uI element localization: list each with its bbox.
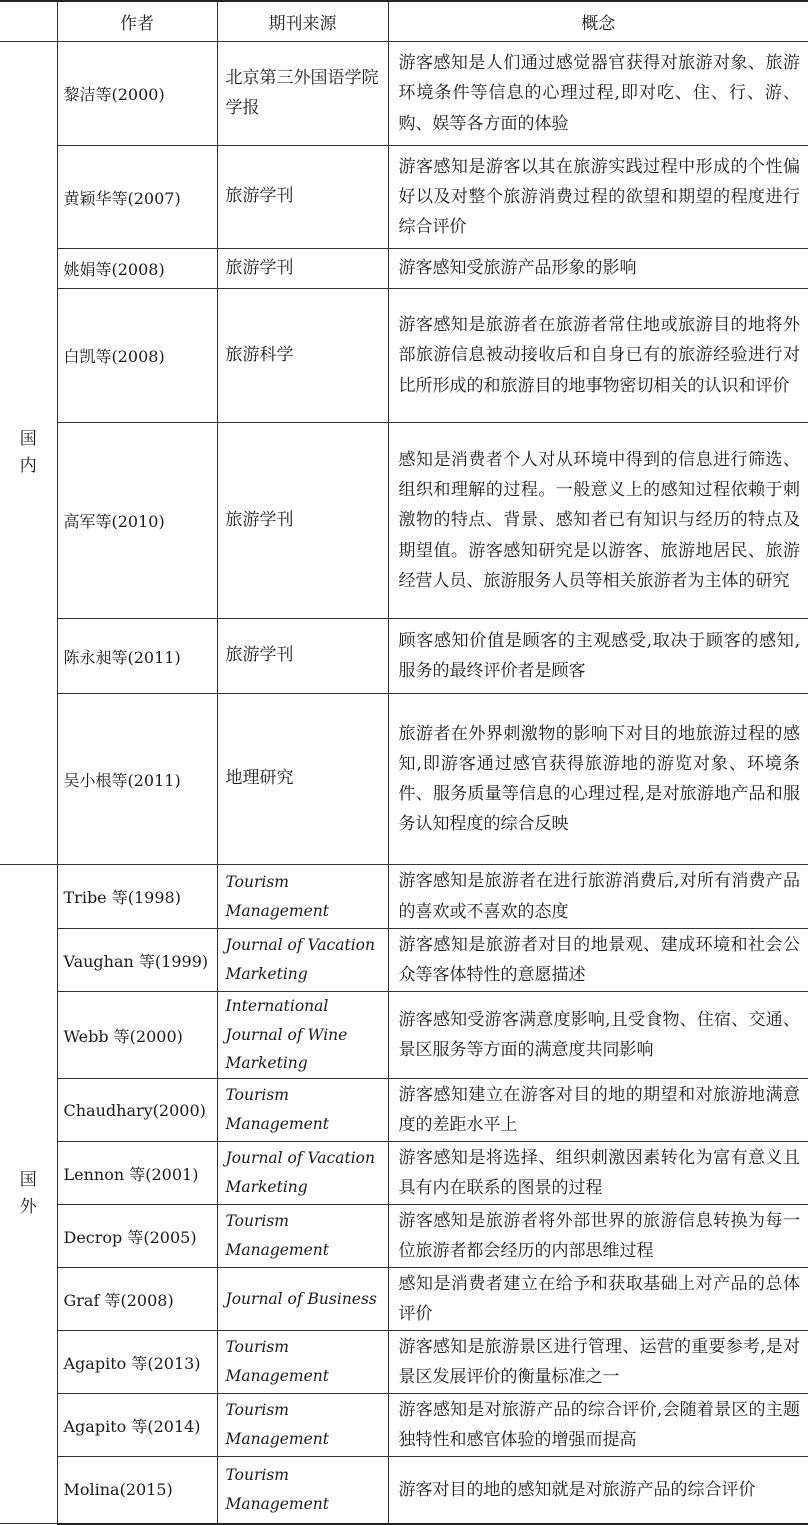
source-cell: Tourism Management <box>217 1331 388 1394</box>
author-cell: 黄颖华等(2007) <box>57 146 217 249</box>
concept-cell: 游客感知是游客以其在旅游实践过程中形成的个性偏好以及对整个旅游消费过程的欲望和期望的程度进行综合评价 <box>388 146 808 249</box>
header-region <box>0 1 57 42</box>
concept-cell: 游客感知是人们通过感觉器官获得对旅游对象、旅游环境条件等信息的心理过程,即对吃、住、行、游、购、娱等各方面的体验 <box>388 42 808 146</box>
author-cell: Tribe 等(1998) <box>57 865 217 929</box>
table-row <box>0 694 808 865</box>
table-header-row <box>0 1 808 42</box>
table-row <box>0 423 808 619</box>
source-cell: Tourism Management <box>217 1394 388 1457</box>
table-row <box>0 992 808 1079</box>
concept-cell: 感知是消费者个人对从环境中得到的信息进行筛选、组织和理解的过程。一般意义上的感知过程依赖于刺激物的特点、背景、感知者已有知识与经历的特点及期望值。游客感知研究是以游客、旅游地居民、旅游经营人员、旅游服务人员等相关旅游者为主体的研究 <box>388 423 808 619</box>
table-row <box>0 1268 808 1331</box>
author-cell: Webb 等(2000) <box>57 992 217 1079</box>
source-cell: Tourism Management <box>217 1457 388 1524</box>
author-cell: Vaughan 等(1999) <box>57 929 217 992</box>
table-row <box>0 619 808 694</box>
region-label-domestic: 国内 <box>19 428 37 476</box>
author-cell: 白凯等(2008) <box>57 289 217 423</box>
source-cell: Journal of Vacation Marketing <box>217 929 388 992</box>
concept-cell: 游客感知是对旅游产品的综合评价,会随着景区的主题独特性和感官体验的增强而提高 <box>388 1394 808 1457</box>
author-cell: 黎洁等(2000) <box>57 42 217 146</box>
author-cell: 陈永昶等(2011) <box>57 619 217 694</box>
concept-cell: 游客感知受游客满意度影响,且受食物、住宿、交通、景区服务等方面的满意度共同影响 <box>388 992 808 1079</box>
table-row <box>0 146 808 249</box>
table-row <box>0 42 808 146</box>
author-cell: Agapito 等(2013) <box>57 1331 217 1394</box>
concept-cell: 游客感知是旅游者对目的地景观、建成环境和社会公众等客体特性的意愿描述 <box>388 929 808 992</box>
table-row <box>0 1394 808 1457</box>
source-cell: Tourism Management <box>217 865 388 929</box>
source-cell: 地理研究 <box>217 694 388 865</box>
source-cell: International Journal of Wine Marketing <box>217 992 388 1079</box>
author-cell: Graf 等(2008) <box>57 1268 217 1331</box>
table-row <box>0 1457 808 1524</box>
author-cell: Molina(2015) <box>57 1457 217 1524</box>
table-row <box>0 1079 808 1142</box>
author-cell: 姚娟等(2008) <box>57 249 217 289</box>
concept-cell: 旅游者在外界刺激物的影响下对目的地旅游过程的感知,即游客通过感官获得旅游地的游览对象、环境条件、服务质量等信息的心理过程,是对旅游地产品和服务认知程度的综合反映 <box>388 694 808 865</box>
table-row <box>0 1142 808 1205</box>
source-cell: Tourism Management <box>217 1205 388 1268</box>
table-row <box>0 929 808 992</box>
source-cell: Journal of Vacation Marketing <box>217 1142 388 1205</box>
header-source: 期刊来源 <box>217 1 388 42</box>
source-cell: 旅游科学 <box>217 289 388 423</box>
table-row <box>0 289 808 423</box>
region-cell-domestic <box>0 42 57 865</box>
source-cell: 旅游学刊 <box>217 423 388 619</box>
concept-cell: 游客感知是旅游者将外部世界的旅游信息转换为每一位旅游者都会经历的内部思维过程 <box>388 1205 808 1268</box>
author-cell: 高军等(2010) <box>57 423 217 619</box>
concept-cell: 感知是消费者建立在给予和获取基础上对产品的总体评价 <box>388 1268 808 1331</box>
concept-cell: 游客感知是旅游者在旅游者常住地或旅游目的地将外部旅游信息被动接收后和自身已有的旅游经验进行对比所形成的和旅游目的地事物密切相关的认识和评价 <box>388 289 808 423</box>
table-row <box>0 249 808 289</box>
table-row <box>0 1331 808 1394</box>
concept-cell: 游客对目的地的感知就是对旅游产品的综合评价 <box>388 1457 808 1524</box>
region-label-foreign: 国外 <box>19 1169 37 1217</box>
author-cell: Lennon 等(2001) <box>57 1142 217 1205</box>
author-cell: Decrop 等(2005) <box>57 1205 217 1268</box>
table-row <box>0 865 808 929</box>
concept-cell: 顾客感知价值是顾客的主观感受,取决于顾客的感知,服务的最终评价者是顾客 <box>388 619 808 694</box>
source-cell: 旅游学刊 <box>217 146 388 249</box>
source-cell: Journal of Business <box>217 1268 388 1331</box>
author-cell: Agapito 等(2014) <box>57 1394 217 1457</box>
region-cell-foreign <box>0 865 57 1524</box>
concept-cell: 游客感知是将选择、组织刺激因素转化为富有意义且具有内在联系的图景的过程 <box>388 1142 808 1205</box>
concept-cell: 游客感知是旅游景区进行管理、运营的重要参考,是对景区发展评价的衡量标准之一 <box>388 1331 808 1394</box>
header-author: 作者 <box>57 1 217 42</box>
source-cell: 北京第三外国语学院学报 <box>217 42 388 146</box>
concept-cell: 游客感知是旅游者在进行旅游消费后,对所有消费产品的喜欢或不喜欢的态度 <box>388 865 808 929</box>
author-cell: Chaudhary(2000) <box>57 1079 217 1142</box>
source-cell: Tourism Management <box>217 1079 388 1142</box>
source-cell: 旅游学刊 <box>217 249 388 289</box>
source-cell: 旅游学刊 <box>217 619 388 694</box>
header-concept: 概念 <box>388 1 808 42</box>
table-row <box>0 1205 808 1268</box>
concept-cell: 游客感知建立在游客对目的地的期望和对旅游地满意度的差距水平上 <box>388 1079 808 1142</box>
concept-cell: 游客感知受旅游产品形象的影响 <box>388 249 808 289</box>
author-cell: 吴小根等(2011) <box>57 694 217 865</box>
